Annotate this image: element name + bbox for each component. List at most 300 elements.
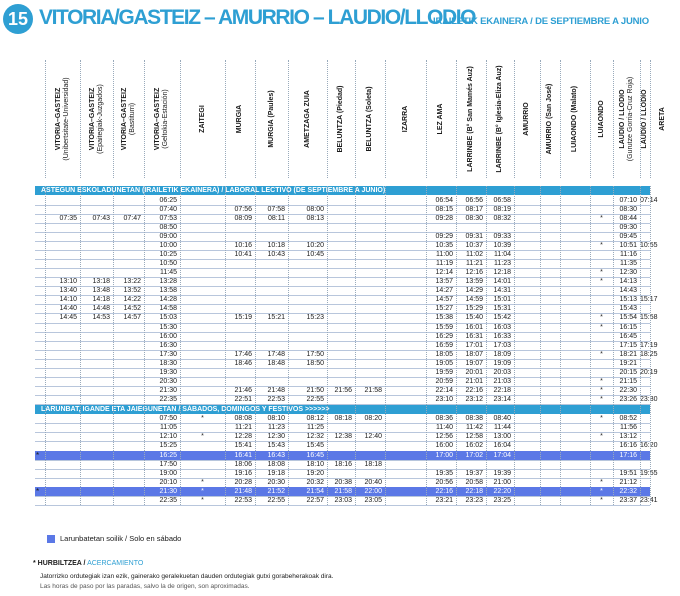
notes-title-es: ACERCAMIENTO bbox=[87, 560, 144, 567]
departure-time: 16:20 bbox=[640, 442, 658, 450]
stop-name bbox=[589, 64, 615, 174]
column-separator bbox=[650, 186, 651, 505]
departure-time: 13:18 bbox=[92, 278, 110, 286]
timetable-row bbox=[35, 286, 650, 295]
column-separator bbox=[45, 186, 46, 505]
departure-time: 13:10 bbox=[59, 278, 77, 286]
departure-time: 19:18 bbox=[267, 469, 285, 477]
column-separator bbox=[180, 60, 181, 178]
departure-time: 09:29 bbox=[435, 232, 453, 240]
departure-time: 13:28 bbox=[159, 278, 177, 286]
departure-time: 17:04 bbox=[493, 451, 511, 459]
departure-time: 15:19 bbox=[234, 314, 252, 322]
departure-time: 15:21 bbox=[267, 314, 285, 322]
column-separator bbox=[514, 60, 515, 178]
departure-time: 13:57 bbox=[435, 278, 453, 286]
column-separator bbox=[514, 186, 515, 505]
departure-time: 11:04 bbox=[494, 250, 511, 258]
departure-time: 22:35 bbox=[159, 496, 177, 504]
departure-time: 08:50 bbox=[159, 223, 177, 231]
departure-time: 17:00 bbox=[435, 451, 453, 459]
departure-time: 22:55 bbox=[306, 396, 324, 404]
departure-time: 09:30 bbox=[619, 223, 637, 231]
departure-time: 13:12 bbox=[619, 433, 637, 441]
departure-time: 08:15 bbox=[435, 205, 453, 213]
timetable-row bbox=[35, 323, 650, 332]
line-number-badge: 15 bbox=[3, 4, 33, 34]
saturday-legend-label: Larunbatetan soilik / Solo en sábado bbox=[60, 534, 182, 543]
departure-time: 11:16 bbox=[620, 250, 637, 258]
stop-name-main: LARRINBE (B° San Mamés Auz) bbox=[466, 66, 474, 172]
note-spanish: Las horas de paso por las paradas, salvo la de origen, son aproximadas. bbox=[40, 583, 250, 590]
departure-time: 08:52 bbox=[619, 415, 637, 423]
departure-time: 10:25 bbox=[159, 250, 177, 258]
departure-time: 20:19 bbox=[640, 368, 658, 376]
departure-time: 16:25 bbox=[159, 451, 177, 459]
departure-time: 22:16 bbox=[465, 387, 483, 395]
departure-time: 12:32 bbox=[306, 433, 324, 441]
departure-time: 21:48 bbox=[267, 387, 285, 395]
departure-time: 16:03 bbox=[493, 323, 511, 331]
stop-header bbox=[640, 60, 650, 178]
departure-time: 17:19 bbox=[640, 341, 658, 349]
departure-time: 12:28 bbox=[234, 433, 252, 441]
stop-header bbox=[385, 60, 426, 178]
departure-time: 15:23 bbox=[306, 314, 324, 322]
departure-time: 10:16 bbox=[234, 241, 252, 249]
timetable-row bbox=[35, 268, 650, 277]
departure-time: 22:18 bbox=[465, 487, 483, 495]
stop-header bbox=[80, 60, 113, 178]
departure-time: 08:32 bbox=[493, 214, 511, 222]
departure-time: 21:46 bbox=[234, 387, 252, 395]
stop-name bbox=[259, 64, 285, 174]
departure-time: 09:45 bbox=[619, 232, 637, 240]
departure-time: 23:25 bbox=[493, 496, 511, 504]
timetable-header bbox=[0, 0, 680, 44]
departure-time: 16:41 bbox=[234, 451, 252, 459]
stop-header bbox=[486, 60, 514, 178]
departure-time: 11:25 bbox=[307, 424, 324, 432]
departure-time: 22:16 bbox=[435, 487, 453, 495]
stop-name bbox=[295, 64, 321, 174]
stop-name-main: MURGIA bbox=[235, 104, 243, 134]
departure-time: 15:30 bbox=[159, 323, 177, 331]
departure-time: 14:31 bbox=[493, 287, 511, 295]
departure-time: 08:44 bbox=[619, 214, 637, 222]
approach-marker: * bbox=[600, 496, 603, 504]
departure-time: 18:18 bbox=[364, 460, 382, 468]
departure-time: 20:32 bbox=[306, 478, 324, 486]
departure-time: 20:38 bbox=[334, 478, 352, 486]
departure-time: 22:53 bbox=[267, 396, 285, 404]
column-separator bbox=[255, 60, 256, 178]
departure-time: 21:58 bbox=[364, 387, 382, 395]
departure-time: 20:30 bbox=[267, 478, 285, 486]
timetable-row bbox=[35, 277, 650, 286]
stop-name-main: AMURRIO bbox=[522, 102, 530, 136]
departure-time: 15:17 bbox=[640, 296, 658, 304]
departure-time: 11:21 bbox=[235, 424, 252, 432]
departure-time: 08:13 bbox=[306, 214, 324, 222]
departure-time: 20:58 bbox=[465, 478, 483, 486]
departure-time: 07:50 bbox=[159, 415, 177, 423]
departure-time: 17:50 bbox=[306, 350, 324, 358]
departure-time: 13:59 bbox=[465, 278, 483, 286]
approach-marker: * bbox=[600, 323, 603, 331]
departure-time: 17:16 bbox=[619, 451, 637, 459]
stop-header bbox=[113, 60, 144, 178]
departure-time: 10:51 bbox=[619, 241, 637, 249]
column-separator bbox=[613, 60, 614, 178]
departure-time: 13:00 bbox=[493, 433, 511, 441]
departure-time: 16:31 bbox=[465, 332, 483, 340]
departure-time: 16:00 bbox=[159, 332, 177, 340]
stop-name-main: LUIAONDO bbox=[597, 100, 605, 138]
departure-time: 06:54 bbox=[435, 196, 453, 204]
stop-name-main: LAUDIO / LLODIO bbox=[640, 89, 648, 149]
column-separator bbox=[80, 60, 81, 178]
departure-time: 08:38 bbox=[465, 415, 483, 423]
note-basque: Jatorrizko ordutegiak izan ezik, gainerako geralekuetan dauden ordutegiak gutxi gorabeherakoak dira. bbox=[40, 573, 334, 580]
departure-time: 18:25 bbox=[640, 350, 658, 358]
approach-marker: * bbox=[600, 314, 603, 322]
timetable-row bbox=[35, 232, 650, 241]
approach-marker: * bbox=[600, 387, 603, 395]
departure-time: 12:16 bbox=[465, 269, 483, 277]
stop-header bbox=[560, 60, 590, 178]
departure-time: 10:55 bbox=[640, 241, 658, 249]
stop-name-main: VITORIA–GASTEIZ bbox=[153, 87, 161, 151]
stop-header bbox=[540, 60, 560, 178]
stop-name bbox=[84, 64, 110, 174]
departure-time: 06:25 bbox=[159, 196, 177, 204]
departure-time: 21:52 bbox=[267, 487, 285, 495]
column-separator bbox=[456, 60, 457, 178]
column-separator bbox=[288, 186, 289, 505]
departure-time: 21:50 bbox=[306, 387, 324, 395]
departure-time: 19:39 bbox=[493, 469, 511, 477]
stop-name-main: VITORIA–GASTEIZ bbox=[88, 87, 95, 151]
stop-name bbox=[428, 64, 454, 174]
timetable-row bbox=[35, 350, 658, 359]
stop-name bbox=[562, 64, 588, 174]
stop-name bbox=[393, 64, 419, 174]
departure-time: 14:53 bbox=[92, 314, 110, 322]
timetable-row bbox=[35, 214, 650, 223]
column-separator bbox=[113, 60, 114, 178]
departure-time: 13:58 bbox=[159, 287, 177, 295]
departure-time: 16:04 bbox=[493, 442, 511, 450]
departure-time: 08:18 bbox=[334, 415, 352, 423]
saturday-only-row bbox=[35, 451, 650, 460]
departure-time: 07:53 bbox=[159, 214, 177, 222]
timetable-row bbox=[35, 460, 650, 469]
stop-header bbox=[45, 60, 80, 178]
departure-time: 19:00 bbox=[159, 469, 177, 477]
column-separator bbox=[288, 60, 289, 178]
departure-time: 19:16 bbox=[234, 469, 252, 477]
column-separator bbox=[45, 60, 46, 178]
departure-time: 08:11 bbox=[268, 214, 285, 222]
departure-time: 22:35 bbox=[159, 396, 177, 404]
departure-time: 19:05 bbox=[435, 359, 453, 367]
departure-time: 15:59 bbox=[435, 323, 453, 331]
departure-time: 12:38 bbox=[334, 433, 352, 441]
departure-time: 19:21 bbox=[619, 359, 637, 367]
approach-marker: * bbox=[600, 350, 603, 358]
column-separator bbox=[540, 186, 541, 505]
departure-time: 15:13 bbox=[619, 296, 637, 304]
departure-time: 21:15 bbox=[619, 377, 637, 385]
stop-name-main: AMURRIO (San José) bbox=[545, 83, 553, 155]
approach-marker: * bbox=[600, 396, 603, 404]
departure-time: 15:54 bbox=[619, 314, 637, 322]
departure-time: 18:05 bbox=[435, 350, 453, 358]
departure-time: 11:44 bbox=[494, 424, 511, 432]
departure-time: 23:41 bbox=[640, 496, 658, 504]
departure-time: 20:30 bbox=[159, 377, 177, 385]
departure-time: 17:01 bbox=[465, 341, 483, 349]
timetable-row bbox=[35, 386, 650, 395]
departure-time: 12:30 bbox=[267, 433, 285, 441]
departure-time: 16:43 bbox=[267, 451, 285, 459]
column-separator bbox=[640, 186, 641, 505]
departure-time: 21:54 bbox=[306, 487, 324, 495]
timetable-row bbox=[35, 414, 650, 423]
departure-time: 08:40 bbox=[493, 415, 511, 423]
approach-marker: * bbox=[201, 415, 204, 423]
timetable-row bbox=[35, 423, 650, 432]
departure-time: 14:27 bbox=[435, 287, 453, 295]
departure-time: 23:12 bbox=[465, 396, 483, 404]
departure-time: 13:48 bbox=[92, 287, 110, 295]
departure-time: 17:02 bbox=[465, 451, 483, 459]
departure-time: 22:30 bbox=[619, 387, 637, 395]
saturday-row-marker: * bbox=[36, 450, 40, 460]
timetable-row bbox=[35, 259, 650, 268]
approach-marker: * bbox=[201, 478, 204, 486]
departure-time: 11:05 bbox=[160, 424, 177, 432]
stop-header bbox=[288, 60, 327, 178]
notes-title-eu: * HURBILTZEA / bbox=[33, 560, 86, 567]
timetable-row bbox=[35, 469, 658, 478]
column-separator bbox=[426, 60, 427, 178]
departure-time: 11:23 bbox=[268, 424, 285, 432]
approach-marker: * bbox=[600, 415, 603, 423]
departure-time: 08:20 bbox=[364, 415, 382, 423]
column-separator bbox=[426, 186, 427, 505]
stop-header bbox=[144, 60, 180, 178]
stop-name bbox=[487, 64, 513, 174]
column-separator bbox=[560, 60, 561, 178]
stop-header bbox=[180, 60, 225, 178]
stop-name-main: LAUDIO / LLODIO bbox=[618, 89, 625, 149]
departure-time: 10:43 bbox=[267, 250, 285, 258]
departure-time: 14:18 bbox=[92, 296, 110, 304]
column-separator bbox=[640, 60, 641, 178]
departure-time: 12:30 bbox=[619, 269, 637, 277]
column-separator bbox=[255, 186, 256, 505]
stop-name bbox=[190, 64, 216, 174]
departure-time: 14:48 bbox=[92, 305, 110, 313]
departure-time: 10:50 bbox=[159, 260, 177, 268]
route-title: VITORIA/GASTEIZ – AMURRIO – LAUDIO/LLODIO bbox=[39, 6, 476, 29]
departure-time: 14:13 bbox=[619, 278, 637, 286]
departure-time: 14:29 bbox=[465, 287, 483, 295]
stop-name-main: BELUNTZA (Soleta) bbox=[365, 86, 373, 152]
departure-time: 06:58 bbox=[493, 196, 511, 204]
approach-marker: * bbox=[600, 377, 603, 385]
column-separator bbox=[590, 186, 591, 505]
departure-time: 10:00 bbox=[159, 241, 177, 249]
departure-time: 21:30 bbox=[159, 487, 177, 495]
departure-time: 14:59 bbox=[465, 296, 483, 304]
column-separator bbox=[80, 186, 81, 505]
departure-time: 19:55 bbox=[640, 469, 658, 477]
departure-time: 13:52 bbox=[123, 287, 141, 295]
departure-time: 12:56 bbox=[435, 433, 453, 441]
departure-time: 23:26 bbox=[619, 396, 637, 404]
column-separator bbox=[650, 60, 651, 178]
departure-time: 15:29 bbox=[465, 305, 483, 313]
notes-title bbox=[33, 560, 143, 567]
stop-header bbox=[590, 60, 613, 178]
departure-time: 15:40 bbox=[465, 314, 483, 322]
departure-time: 23:37 bbox=[619, 496, 637, 504]
saturday-legend-swatch bbox=[47, 535, 55, 543]
departure-time: 16:02 bbox=[465, 442, 483, 450]
departure-time: 15:31 bbox=[493, 305, 511, 313]
departure-time: 10:39 bbox=[493, 241, 511, 249]
departure-time: 07:10 bbox=[619, 196, 637, 204]
departure-time: 14:28 bbox=[159, 296, 177, 304]
departure-time: 10:18 bbox=[267, 241, 285, 249]
validity-period: IRAILETIK EKAINERA / DE SEPTIEMBRE A JUNIO bbox=[433, 16, 649, 27]
column-separator bbox=[355, 60, 356, 178]
departure-time: 08:30 bbox=[619, 205, 637, 213]
column-separator bbox=[560, 186, 561, 505]
approach-marker: * bbox=[600, 478, 603, 486]
departure-time: 07:47 bbox=[123, 214, 141, 222]
column-separator bbox=[385, 186, 386, 505]
departure-time: 13:40 bbox=[59, 287, 77, 295]
timetable-row bbox=[35, 377, 650, 386]
departure-time: 11:56 bbox=[620, 424, 637, 432]
departure-time: 23:03 bbox=[334, 496, 352, 504]
approach-marker: * bbox=[201, 487, 204, 495]
departure-time: 21:56 bbox=[334, 387, 352, 395]
stop-name-main: LEZ AMA bbox=[436, 103, 444, 135]
departure-time: 18:07 bbox=[465, 350, 483, 358]
departure-time: 11:42 bbox=[466, 424, 483, 432]
column-separator bbox=[486, 186, 487, 505]
departure-time: 15:42 bbox=[493, 314, 511, 322]
departure-time: 20:40 bbox=[364, 478, 382, 486]
timetable-row bbox=[35, 332, 650, 341]
departure-time: 19:35 bbox=[435, 469, 453, 477]
departure-time: 18:06 bbox=[234, 460, 252, 468]
departure-time: 10:45 bbox=[306, 250, 324, 258]
departure-time: 08:36 bbox=[435, 415, 453, 423]
departure-time: 19:59 bbox=[435, 368, 453, 376]
approach-marker: * bbox=[600, 214, 603, 222]
timetable-row bbox=[35, 432, 650, 441]
departure-time: 17:30 bbox=[159, 350, 177, 358]
departure-time: 15:43 bbox=[267, 442, 285, 450]
departure-time: 22:00 bbox=[364, 487, 382, 495]
departure-time: 14:57 bbox=[435, 296, 453, 304]
departure-time: 20:59 bbox=[435, 377, 453, 385]
departure-time: 08:08 bbox=[234, 415, 252, 423]
departure-time: 12:10 bbox=[159, 433, 177, 441]
departure-time: 14:58 bbox=[159, 305, 177, 313]
stop-header bbox=[650, 60, 676, 178]
departure-time: 17:50 bbox=[159, 460, 177, 468]
departure-time: 16:59 bbox=[435, 341, 453, 349]
departure-time: 21:30 bbox=[159, 387, 177, 395]
stop-name-main: LUIAONDO (Malato) bbox=[570, 85, 578, 153]
departure-time: 18:10 bbox=[306, 460, 324, 468]
departure-time: 19:51 bbox=[619, 469, 637, 477]
approach-marker: * bbox=[201, 433, 204, 441]
approach-marker: * bbox=[600, 433, 603, 441]
departure-time: 18:16 bbox=[334, 460, 352, 468]
stop-header bbox=[225, 60, 255, 178]
column-separator bbox=[225, 186, 226, 505]
departure-time: 10:37 bbox=[465, 241, 483, 249]
departure-time: 16:45 bbox=[306, 451, 324, 459]
approach-marker: * bbox=[600, 487, 603, 495]
departure-time: 07:56 bbox=[234, 205, 252, 213]
departure-time: 11:21 bbox=[466, 260, 483, 268]
departure-time: 17:03 bbox=[493, 341, 511, 349]
column-separator bbox=[144, 186, 145, 505]
timetable-row bbox=[35, 205, 650, 214]
departure-time: 22:55 bbox=[267, 496, 285, 504]
departure-time: 17:46 bbox=[234, 350, 252, 358]
departure-time: 18:08 bbox=[267, 460, 285, 468]
column-separator bbox=[144, 60, 145, 178]
stop-name-sub: (Unibertsitate-Universidad) bbox=[62, 77, 70, 161]
departure-time: 07:40 bbox=[159, 205, 177, 213]
column-separator bbox=[540, 60, 541, 178]
departure-time: 21:00 bbox=[493, 478, 511, 486]
stop-name-main: AMETZAGA ZUIA bbox=[303, 90, 311, 148]
departure-time: 14:43 bbox=[619, 287, 637, 295]
departure-time: 10:41 bbox=[234, 250, 252, 258]
column-separator bbox=[355, 186, 356, 505]
stop-header bbox=[456, 60, 486, 178]
departure-time: 18:46 bbox=[234, 359, 252, 367]
section-header: ASTEGUN ESKOLADUNETAN (IRAILETIK EKAINERA) / LABORAL LECTIVO (DE SEPTIEMBRE A JUNIO) bbox=[35, 186, 650, 195]
departure-time: 14:40 bbox=[59, 305, 77, 313]
timetable-row bbox=[35, 359, 650, 368]
stop-name-sub: (Geltokia-Estación) bbox=[162, 89, 169, 149]
departure-time: 16:15 bbox=[619, 323, 637, 331]
column-separator bbox=[113, 186, 114, 505]
timetable-row bbox=[35, 196, 658, 205]
timetable-row bbox=[35, 496, 658, 505]
stop-name bbox=[227, 64, 253, 174]
stop-header bbox=[426, 60, 456, 178]
departure-time: 07:14 bbox=[640, 196, 658, 204]
departure-time: 21:01 bbox=[465, 377, 483, 385]
column-separator bbox=[456, 186, 457, 505]
departure-time: 16:00 bbox=[435, 442, 453, 450]
stop-name-main: VITORIA–GASTEIZ bbox=[120, 87, 127, 151]
departure-time: 15:43 bbox=[619, 305, 637, 313]
